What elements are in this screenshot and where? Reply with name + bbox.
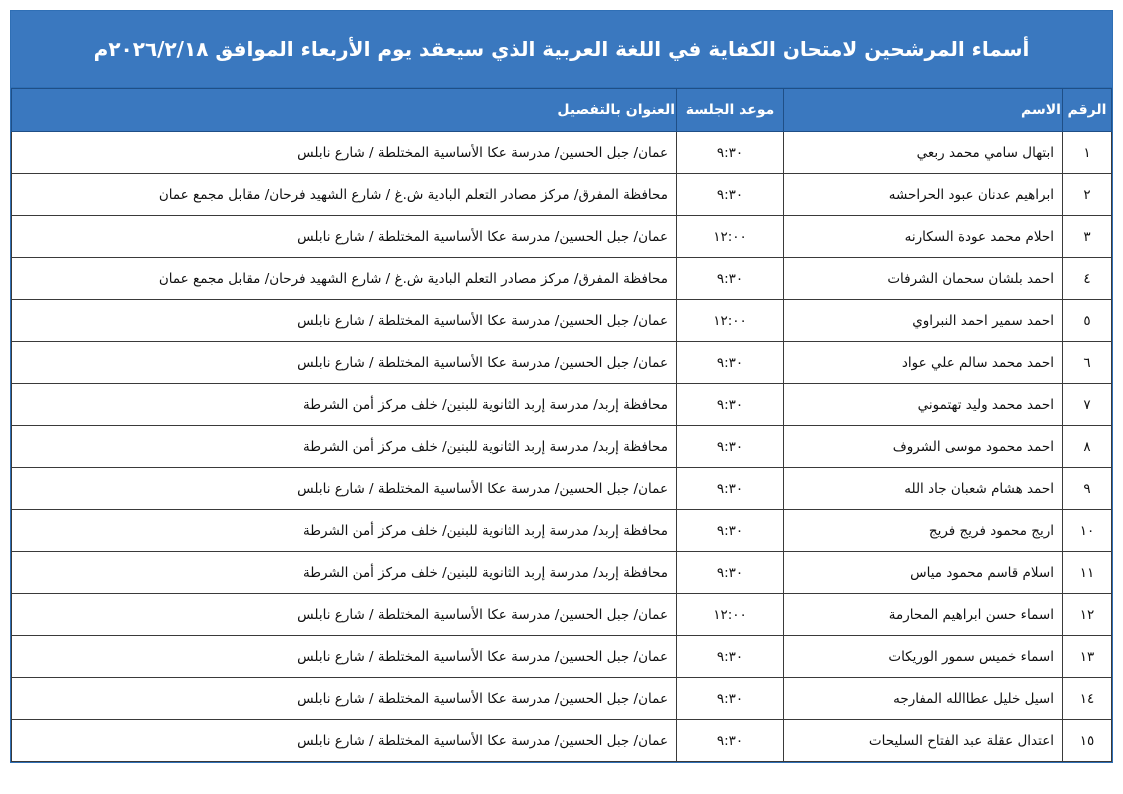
cell-time: ١٢:٠٠ <box>677 594 784 636</box>
cell-name: ابتهال سامي محمد ربعي <box>784 132 1063 174</box>
cell-num: ١ <box>1063 132 1112 174</box>
cell-time: ٩:٣٠ <box>677 342 784 384</box>
table-row <box>12 342 1112 384</box>
cell-num: ١٣ <box>1063 636 1112 678</box>
cell-time: ١٢:٠٠ <box>677 216 784 258</box>
cell-num: ١٤ <box>1063 678 1112 720</box>
table-row <box>12 174 1112 216</box>
cell-name: احمد محمود موسى الشروف <box>784 426 1063 468</box>
table-row <box>12 720 1112 762</box>
cell-name: اسماء خميس سمور الوريكات <box>784 636 1063 678</box>
cell-name: احمد سمير احمد النبراوي <box>784 300 1063 342</box>
cell-num: ٥ <box>1063 300 1112 342</box>
cell-address: محافظة إربد/ مدرسة إربد الثانوية للبنين/ خلف مركز أمن الشرطة <box>12 510 677 552</box>
cell-time: ٩:٣٠ <box>677 468 784 510</box>
table-header <box>12 89 1112 132</box>
cell-name: احمد بلشان سحمان الشرفات <box>784 258 1063 300</box>
cell-address: عمان/ جبل الحسين/ مدرسة عكا الأساسية المختلطة / شارع نابلس <box>12 300 677 342</box>
cell-address: محافظة إربد/ مدرسة إربد الثانوية للبنين/ خلف مركز أمن الشرطة <box>12 426 677 468</box>
table-row <box>12 510 1112 552</box>
cell-address: محافظة المفرق/ مركز مصادر التعلم البادية ش.غ / شارع الشهيد فرحان/ مقابل مجمع عمان <box>12 174 677 216</box>
cell-address: محافظة المفرق/ مركز مصادر التعلم البادية ش.غ / شارع الشهيد فرحان/ مقابل مجمع عمان <box>12 258 677 300</box>
cell-num: ٩ <box>1063 468 1112 510</box>
cell-address: عمان/ جبل الحسين/ مدرسة عكا الأساسية المختلطة / شارع نابلس <box>12 678 677 720</box>
cell-time: ٩:٣٠ <box>677 426 784 468</box>
cell-time: ٩:٣٠ <box>677 510 784 552</box>
cell-address: عمان/ جبل الحسين/ مدرسة عكا الأساسية المختلطة / شارع نابلس <box>12 132 677 174</box>
cell-time: ٩:٣٠ <box>677 174 784 216</box>
header-name: الاسم <box>784 89 1063 132</box>
cell-address: عمان/ جبل الحسين/ مدرسة عكا الأساسية المختلطة / شارع نابلس <box>12 216 677 258</box>
table-body <box>12 132 1112 762</box>
cell-name: احلام محمد عودة السكارنه <box>784 216 1063 258</box>
header-time: موعد الجلسة <box>677 89 784 132</box>
cell-name: احمد محمد وليد تهتموني <box>784 384 1063 426</box>
cell-num: ٤ <box>1063 258 1112 300</box>
cell-time: ٩:٣٠ <box>677 636 784 678</box>
table-row <box>12 132 1112 174</box>
cell-time: ٩:٣٠ <box>677 720 784 762</box>
cell-address: عمان/ جبل الحسين/ مدرسة عكا الأساسية المختلطة / شارع نابلس <box>12 636 677 678</box>
cell-name: ابراهيم عدنان عبود الحراحشه <box>784 174 1063 216</box>
cell-num: ١٢ <box>1063 594 1112 636</box>
cell-num: ٨ <box>1063 426 1112 468</box>
cell-name: اسلام قاسم محمود مياس <box>784 552 1063 594</box>
table-row <box>12 258 1112 300</box>
table-row <box>12 468 1112 510</box>
cell-address: عمان/ جبل الحسين/ مدرسة عكا الأساسية المختلطة / شارع نابلس <box>12 468 677 510</box>
cell-num: ٧ <box>1063 384 1112 426</box>
table-row <box>12 384 1112 426</box>
cell-time: ٩:٣٠ <box>677 258 784 300</box>
page-title: أسماء المرشحين لامتحان الكفاية في اللغة العربية الذي سيعقد يوم الأربعاء الموافق ٢٠٢٦/٢/١٨م <box>11 11 1112 88</box>
cell-name: احمد هشام شعبان جاد الله <box>784 468 1063 510</box>
header-address: العنوان بالتفصيل <box>12 89 677 132</box>
cell-name: اسيل خليل عطاالله المفارجه <box>784 678 1063 720</box>
cell-time: ٩:٣٠ <box>677 384 784 426</box>
table-row <box>12 594 1112 636</box>
header-row <box>12 89 1112 132</box>
table-row <box>12 552 1112 594</box>
header-num: الرقم <box>1063 89 1112 132</box>
cell-num: ١١ <box>1063 552 1112 594</box>
table-row <box>12 426 1112 468</box>
cell-num: ١٠ <box>1063 510 1112 552</box>
cell-name: اريج محمود فريج فريج <box>784 510 1063 552</box>
cell-address: محافظة إربد/ مدرسة إربد الثانوية للبنين/ خلف مركز أمن الشرطة <box>12 552 677 594</box>
cell-address: عمان/ جبل الحسين/ مدرسة عكا الأساسية المختلطة / شارع نابلس <box>12 720 677 762</box>
cell-address: محافظة إربد/ مدرسة إربد الثانوية للبنين/ خلف مركز أمن الشرطة <box>12 384 677 426</box>
table-row <box>12 678 1112 720</box>
cell-name: اعتدال عقلة عبد الفتاح السليحات <box>784 720 1063 762</box>
cell-address: عمان/ جبل الحسين/ مدرسة عكا الأساسية المختلطة / شارع نابلس <box>12 594 677 636</box>
cell-num: ١٥ <box>1063 720 1112 762</box>
cell-time: ٩:٣٠ <box>677 678 784 720</box>
candidates-sheet <box>10 10 1113 763</box>
candidates-table <box>11 88 1112 762</box>
cell-time: ٩:٣٠ <box>677 132 784 174</box>
cell-num: ٦ <box>1063 342 1112 384</box>
cell-name: احمد محمد سالم علي عواد <box>784 342 1063 384</box>
cell-time: ١٢:٠٠ <box>677 300 784 342</box>
table-row <box>12 636 1112 678</box>
cell-address: عمان/ جبل الحسين/ مدرسة عكا الأساسية المختلطة / شارع نابلس <box>12 342 677 384</box>
table-row <box>12 300 1112 342</box>
cell-num: ٣ <box>1063 216 1112 258</box>
cell-name: اسماء حسن ابراهيم المحارمة <box>784 594 1063 636</box>
cell-num: ٢ <box>1063 174 1112 216</box>
cell-time: ٩:٣٠ <box>677 552 784 594</box>
table-row <box>12 216 1112 258</box>
